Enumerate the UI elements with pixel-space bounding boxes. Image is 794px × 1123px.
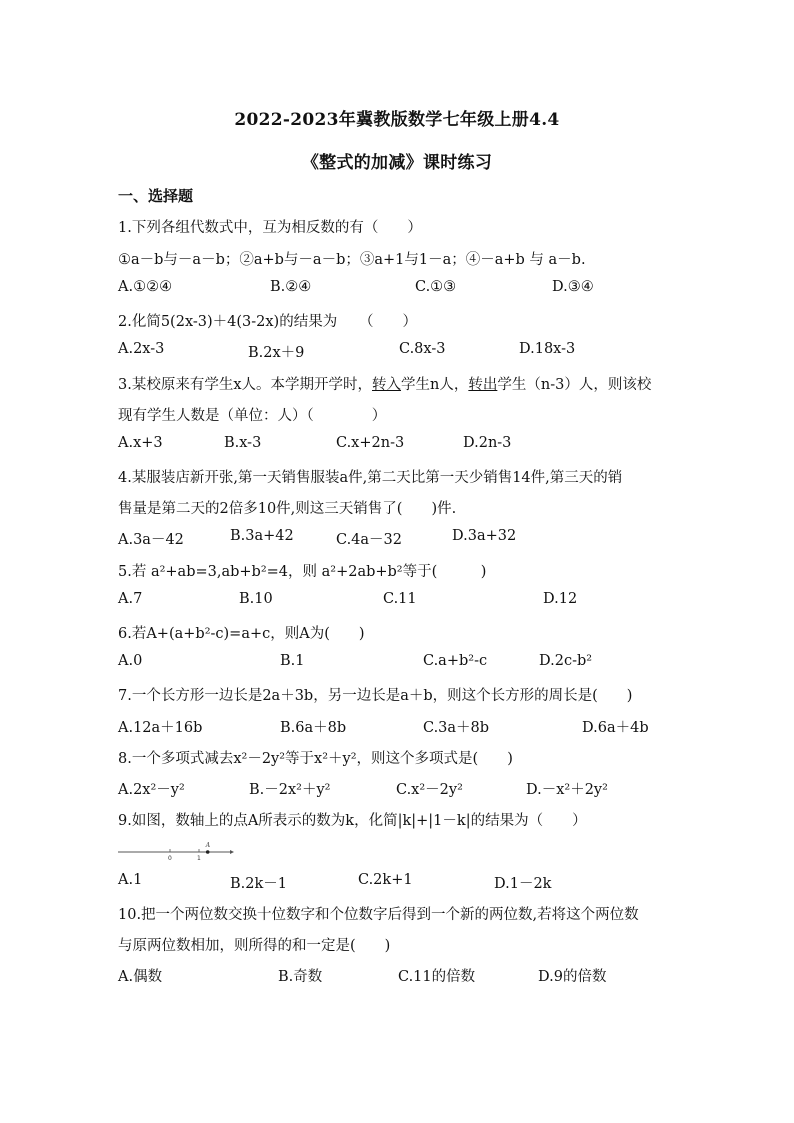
question-10-stem: 10.把一个两位数交换十位数字和个位数字后得到一个新的两位数,若将这个两位数 (118, 907, 639, 923)
option-c: C.4a－32 (336, 532, 403, 548)
option-c: C.x+2n-3 (336, 435, 405, 451)
axis-arrow (230, 850, 234, 854)
option-a: A.2x²－y² (118, 782, 185, 798)
option-d: D.1－2k (494, 876, 552, 892)
question-10-stem-line-2: 与原两位数相加，则所得的和一定是( ) (118, 938, 391, 954)
tick-label-0: 0 (168, 855, 172, 862)
option-c: C.11的倍数 (398, 969, 476, 985)
option-a: A.偶数 (118, 969, 163, 985)
stem-text: 学生n人， (401, 377, 469, 393)
option-d: D.12 (543, 591, 578, 607)
option-d: D.18x-3 (519, 341, 576, 357)
option-b: B.1 (280, 653, 305, 669)
point-a-label: A (205, 842, 211, 849)
stem-text: 3.某校原来有学生x人。本学期开学时， (118, 377, 373, 393)
option-b: B.奇数 (278, 969, 323, 985)
option-a: A.7 (118, 591, 143, 607)
option-c: C.3a＋8b (423, 720, 490, 736)
question-9-stem: 9.如图，数轴上的点A所表示的数为k，化简|k|+|1－k|的结果为（ ） (118, 813, 587, 829)
option-b: B.－2x²＋y² (249, 782, 331, 798)
question-3-stem (118, 373, 651, 394)
option-c: C.8x-3 (399, 341, 446, 357)
option-a: A.3a－42 (118, 532, 184, 548)
question-4-stem-line-2: 售量是第二天的2倍多10件,则这三天销售了( )件. (118, 501, 457, 517)
option-b: B.x-3 (224, 435, 262, 451)
option-a: A.1 (118, 872, 143, 888)
option-c: C.11 (383, 591, 417, 607)
question-7-stem: 7.一个长方形一边长是2a＋3b，另一边长是a＋b，则这个长方形的周长是( ) (118, 688, 633, 704)
option-a: A.12a＋16b (118, 720, 203, 736)
option-d: D.2n-3 (463, 435, 512, 451)
stem-text: 学生（n-3）人，则该校 (497, 377, 652, 393)
option-c: C.a+b²-c (423, 653, 488, 669)
option-b: B.2k－1 (230, 876, 288, 892)
question-4-stem: 4.某服装店新开张,第一天销售服装a件,第二天比第一天少销售14件,第三天的销 (118, 470, 623, 486)
option-d: D.③④ (552, 279, 594, 295)
option-a: A.x+3 (118, 435, 163, 451)
option-c: C.①③ (415, 279, 457, 295)
option-d: D.－x²＋2y² (526, 782, 608, 798)
title-line-1: 2022-2023年冀教版数学七年级上册4.4 (234, 110, 560, 130)
option-a: A.①②④ (118, 279, 173, 295)
option-c: C.x²－2y² (396, 782, 463, 798)
option-b: B.10 (239, 591, 273, 607)
option-b: B.②④ (270, 279, 312, 295)
question-1-stem: 1.下列各组代数式中，互为相反数的有（ ） (118, 220, 422, 236)
section-heading: 一、选择题 (118, 187, 194, 205)
question-2-stem: 2.化简5(2x-3)＋4(3-2x)的结果为 （ ） (118, 314, 417, 330)
option-c: C.2k+1 (358, 872, 413, 888)
option-a: A.2x-3 (118, 341, 165, 357)
option-d: D.9的倍数 (538, 969, 607, 985)
number-line-figure (118, 840, 234, 862)
question-8-stem: 8.一个多项式减去x²－2y²等于x²＋y²，则这个多项式是( ) (118, 751, 513, 767)
question-3-stem-line-2: 现有学生人数是（单位：人）（ ） (118, 408, 387, 424)
option-b: B.3a+42 (230, 528, 294, 544)
question-1-stem-line-2: ①a－b与－a－b；②a+b与－a－b；③a+1与1－a；④－a+b 与 a－b. (118, 252, 586, 268)
tick-label-1: 1 (197, 855, 201, 862)
point-a (206, 850, 210, 854)
option-a: A.0 (118, 653, 143, 669)
underlined-term-transfer-in: 转入 (372, 377, 402, 393)
option-d: D.3a+32 (452, 528, 517, 544)
question-6-stem: 6.若A+(a+b²-c)=a+c，则A为( ) (118, 626, 365, 642)
underlined-term-transfer-out: 转出 (468, 377, 498, 393)
option-b: B.6a＋8b (280, 720, 347, 736)
title-line-2: 《整式的加减》课时练习 (301, 153, 493, 173)
option-b: B.2x＋9 (248, 345, 305, 361)
option-d: D.6a＋4b (582, 720, 649, 736)
option-d: D.2c-b² (539, 653, 593, 669)
question-5-stem: 5.若 a²+ab=3,ab+b²=4，则 a²+2ab+b²等于( ) (118, 564, 487, 580)
